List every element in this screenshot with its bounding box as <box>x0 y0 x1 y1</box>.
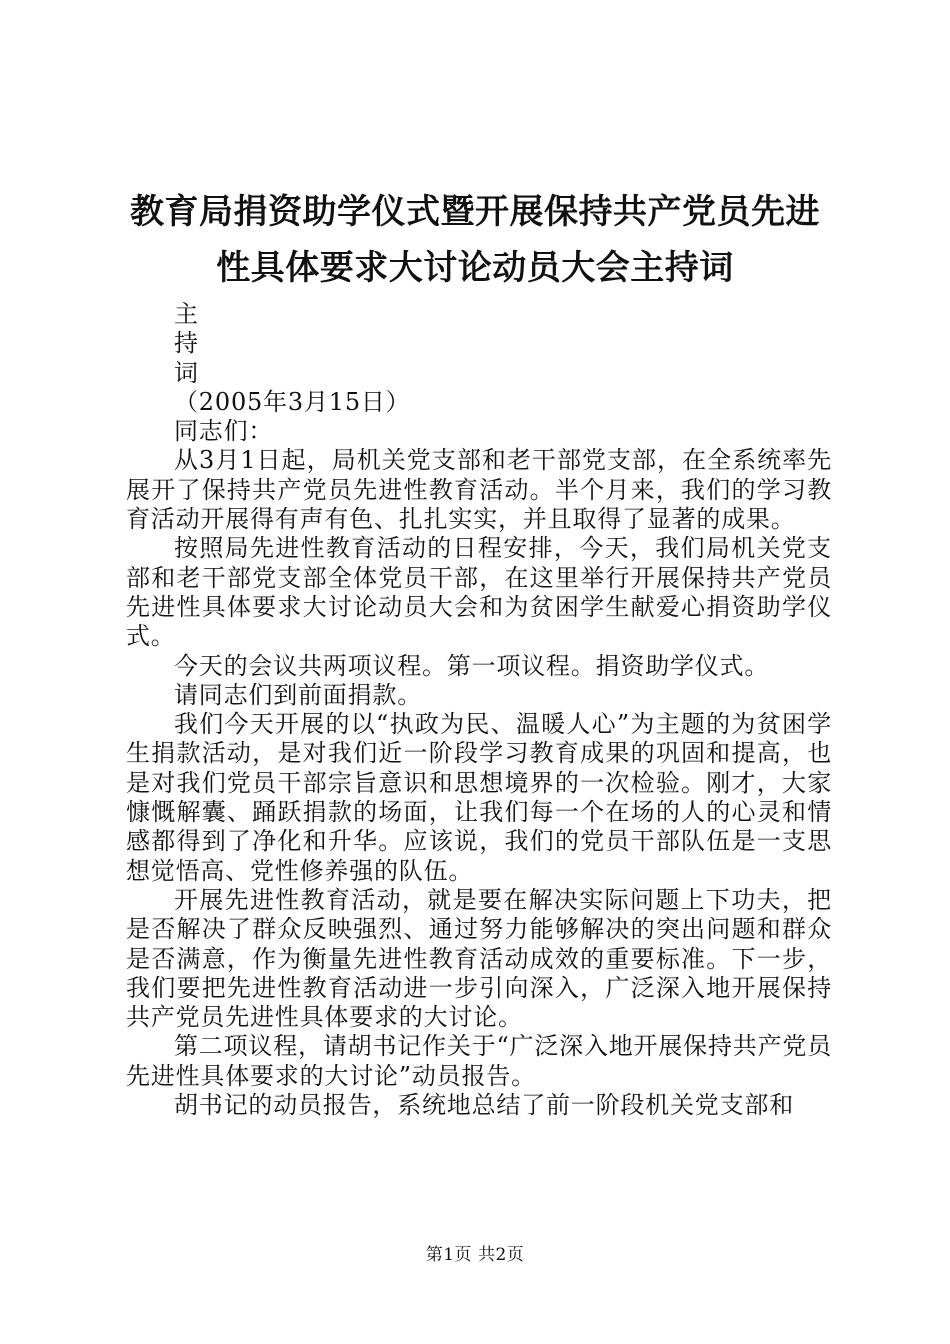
paragraph: 我们今天开展的以“执政为民、温暖人心”为主题的为贫困学生捐款活动，是对我们近一阶段学习教育成果的巩固和提高，也是对我们党员干部宗旨意识和思想境界的一次检验。刚才，大家慷慨解囊、踊跃捐款的场面，让我们每一个在场的人的心灵和情感都得到了净化和升华。应该说，我们的党员干部队伍是一支思想觉悟高、党性修养强的队伍。 <box>126 710 832 885</box>
title-line-2: 性具体要求大讨论动员大会主持词 <box>216 248 734 288</box>
page-footer: 第1页 共2页 <box>425 1245 525 1265</box>
paragraph: 今天的会议共两项议程。第一项议程。捐资助学仪式。 <box>174 651 770 680</box>
title-line-1: 教育局捐资助学仪式暨开展保持共产党员先进 <box>130 192 820 232</box>
document-title <box>120 184 830 296</box>
paragraph: 从3月1日起，局机关党支部和老干部党支部，在全系统率先展开了保持共产党员先进性教育活动。半个月来，我们的学习教育活动开展得有声有色、扎扎实实，并且取得了显著的成果。 <box>126 446 832 534</box>
vertical-heading: 主持词 <box>174 300 199 387</box>
salutation: 同志们： <box>174 417 274 446</box>
paragraph: 开展先进性教育活动，就是要在解决实际问题上下功夫，把是否解决了群众反映强烈、通过努力能够解决的突出问题和群众是否满意，作为衡量先进性教育活动成效的重要标准。下一步，我们要把先进性教育活动进一步引向深入，广泛深入地开展保持共产党员先进性具体要求的大讨论。 <box>126 885 832 1032</box>
paragraph: 胡书记的动员报告，系统地总结了前一阶段机关党支部和 <box>174 1091 794 1120</box>
paragraph: 请同志们到前面捐款。 <box>174 680 422 709</box>
date-line: （2005年3月15日） <box>174 387 411 416</box>
paragraph: 第二项议程，请胡书记作关于“广泛深入地开展保持共产党员先进性具体要求的大讨论”动员报告。 <box>126 1032 832 1090</box>
document-body <box>126 300 832 1120</box>
paragraph: 按照局先进性教育活动的日程安排，今天，我们局机关党支部和老干部党支部全体党员干部，在这里举行开展保持共产党员先进性具体要求大讨论动员大会和为贫困学生献爱心捐资助学仪式。 <box>126 534 832 651</box>
